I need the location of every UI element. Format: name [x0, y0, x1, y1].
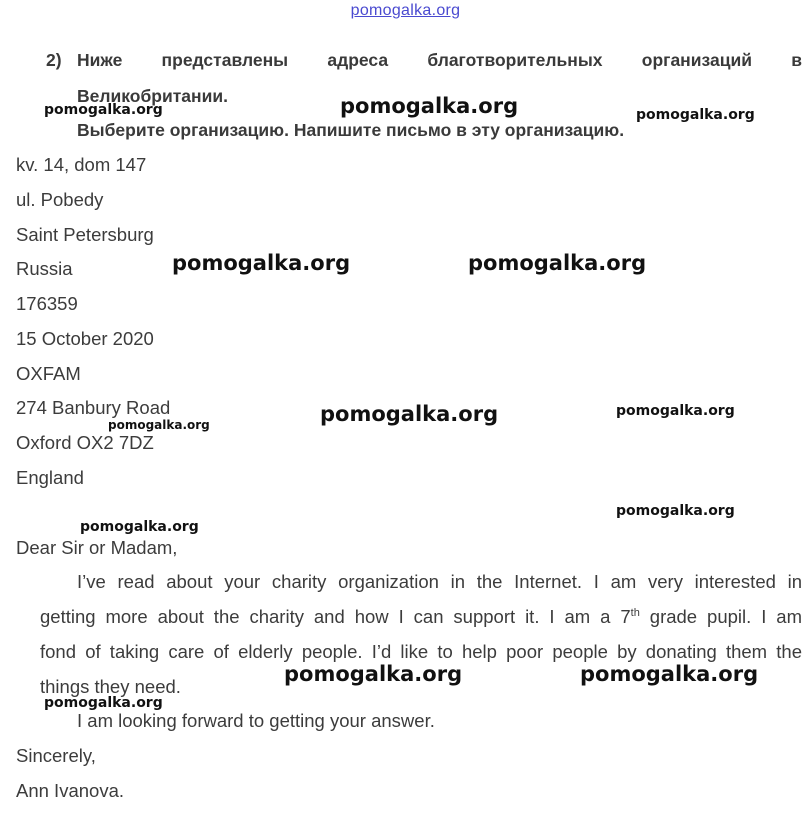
watermark: pomogalka.org	[468, 251, 647, 275]
watermark: pomogalka.org	[44, 695, 163, 711]
sender-flat: kv. 14, dom 147	[16, 154, 147, 175]
task-line-2: Великобритании.	[77, 86, 228, 106]
watermark: pomogalka.org	[80, 519, 199, 535]
site-header-link[interactable]: pomogalka.org	[350, 2, 461, 19]
task-line-3: Выберите организацию. Напишите письмо в эту организацию.	[77, 120, 625, 140]
letter-signature: Ann Ivanova.	[16, 780, 124, 801]
watermark: pomogalka.org	[44, 102, 163, 118]
letter-greeting: Dear Sir or Madam,	[16, 537, 178, 558]
letter-closing: Sincerely,	[16, 745, 96, 766]
letter-date: 15 October 2020	[16, 328, 154, 349]
letter-paragraph-1-line-2	[40, 606, 802, 628]
sender-city: Saint Petersburg	[16, 224, 154, 245]
watermark: pomogalka.org	[616, 403, 735, 419]
sender-street: ul. Pobedy	[16, 189, 104, 210]
recipient-city: Oxford OX2 7DZ	[16, 432, 154, 453]
watermark: pomogalka.org	[636, 107, 755, 123]
sender-postcode: 176359	[16, 293, 78, 314]
watermark: pomogalka.org	[340, 94, 519, 118]
line-2-text-end: grade pupil. I am	[639, 606, 802, 627]
watermark: pomogalka.org	[284, 662, 463, 686]
letter-paragraph-1-line-3: fond of taking care of elderly people. I’d like to help poor people by donating them the	[40, 641, 802, 662]
ordinal-suffix: th	[630, 606, 640, 619]
watermark: pomogalka.org	[108, 418, 210, 432]
recipient-street: 274 Banbury Road	[16, 397, 171, 418]
letter-paragraph-1-line-1: I’ve read about your charity organization in the Internet. I am very interested in	[77, 571, 802, 592]
watermark: pomogalka.org	[320, 402, 499, 426]
letter-paragraph-1-line-4: things they need.	[40, 676, 181, 697]
task-line-1: Ниже представлены адреса благотворительных организаций в	[77, 50, 802, 70]
letter-paragraph-2: I am looking forward to getting your answer.	[77, 710, 435, 731]
task-number: 2)	[46, 50, 62, 70]
watermark: pomogalka.org	[580, 662, 759, 686]
line-2-text: getting more about the charity and how I can support it. I am a 7	[40, 606, 631, 627]
recipient-org: OXFAM	[16, 363, 81, 384]
watermark: pomogalka.org	[616, 503, 735, 519]
watermark: pomogalka.org	[172, 251, 351, 275]
sender-country: Russia	[16, 258, 73, 279]
recipient-country: England	[16, 467, 84, 488]
